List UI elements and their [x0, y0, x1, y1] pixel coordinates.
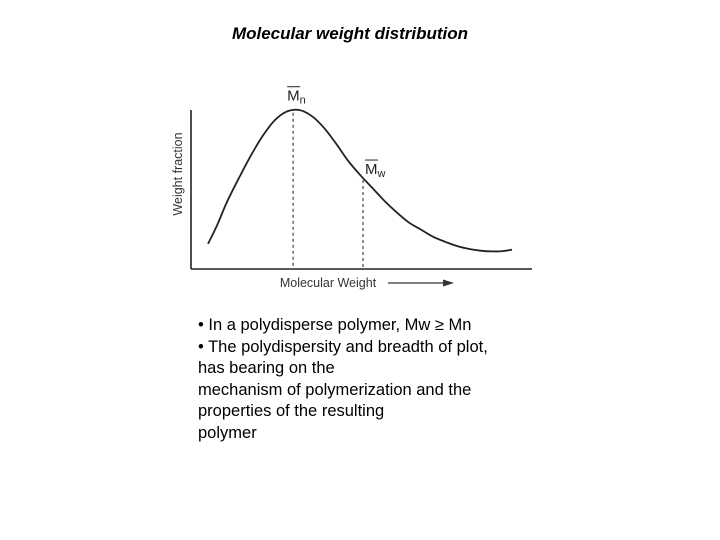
bullet-line: has bearing on the	[198, 359, 335, 377]
y-axis-label: Weight fraction	[171, 132, 185, 216]
marker-label-mw: $M_w$	[365, 161, 386, 181]
distribution-curve	[208, 110, 512, 252]
x-axis-label: Molecular Weight	[279, 276, 377, 290]
x-axis-arrow-head	[443, 280, 454, 287]
bullet-line: • The polydispersity and breadth of plot,	[198, 337, 488, 356]
bullet-line: mechanism of polymerization and the	[198, 380, 472, 399]
slide-title: Molecular weight distribution	[231, 24, 469, 43]
bullet-line: properties of the resulting	[198, 402, 385, 420]
bullet-line: • In a polydisperse polymer, Mw ≥ Mn	[198, 316, 472, 334]
bullet-text	[198, 315, 528, 444]
marker-label-mn: $M_n$	[287, 87, 306, 107]
bullet-line: polymer	[198, 423, 257, 442]
